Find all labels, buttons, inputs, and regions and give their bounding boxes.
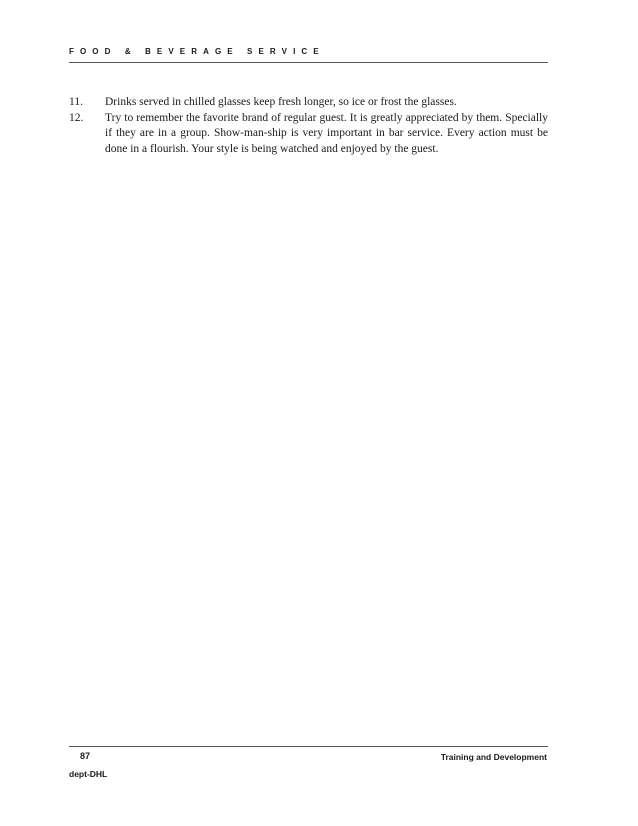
list-item	[69, 111, 548, 158]
footer-section-title: Training and Development	[440, 752, 547, 762]
item-number: 12.	[69, 111, 84, 124]
item-text: Try to remember the favorite brand of regular guest. It is greatly appreciated by them. Specially if they are in a group. Show-man-ship is very important in bar service. Every action must be done in a flourish. Your style is being watched and enjoyed by the guest.	[105, 111, 548, 155]
item-number: 11.	[69, 96, 83, 108]
list-item	[69, 95, 548, 111]
header-title: FOOD & BEVERAGE SERVICE	[69, 47, 325, 56]
footer-rule	[69, 746, 548, 747]
dept-label: dept-DHL	[69, 769, 108, 779]
header-rule	[69, 62, 548, 63]
document-body	[69, 95, 548, 157]
page-number: 87	[80, 751, 91, 761]
item-text: Drinks served in chilled glasses keep fresh longer, so ice or frost the glasses.	[105, 96, 457, 108]
